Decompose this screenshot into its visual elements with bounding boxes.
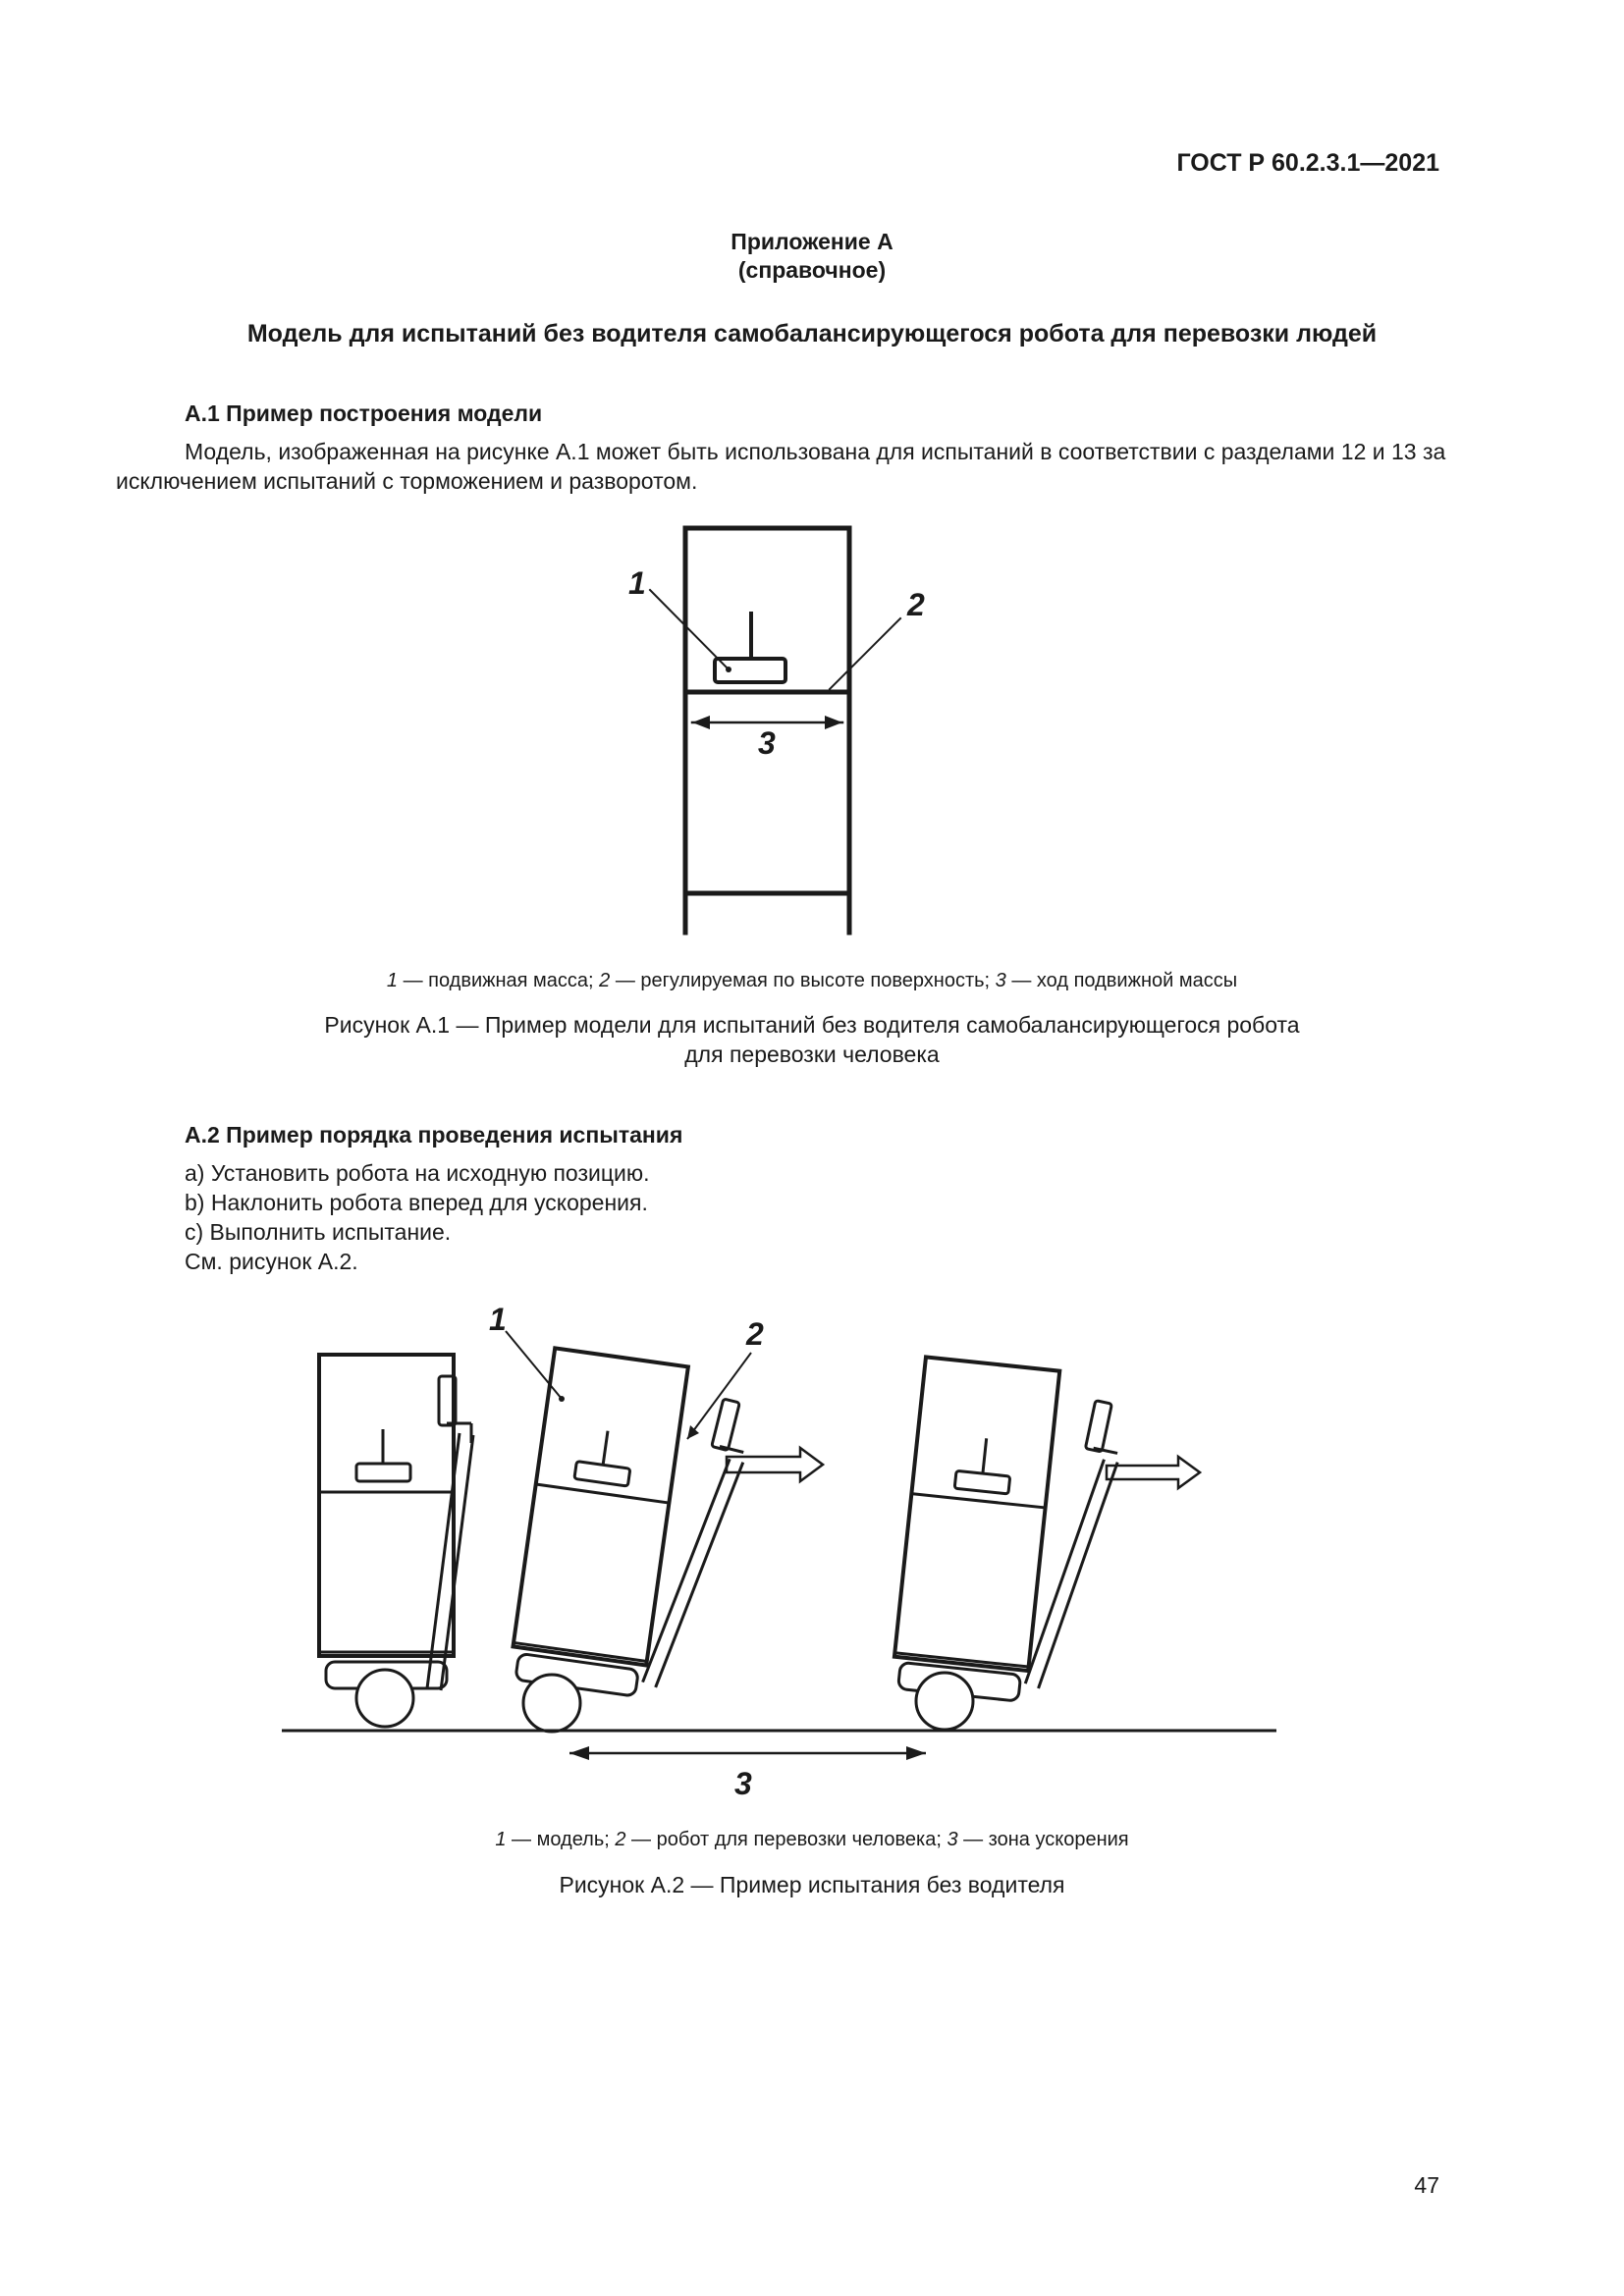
legend-num: 2 [599,970,611,991]
leader-line-2 [687,1353,751,1439]
page-number: 47 [1414,2172,1439,2198]
robot-tilted [642,1397,757,1695]
step-item: b) Наклонить робота вперед для ускорения. [185,1190,648,1215]
section-a2-heading: А.2 Пример порядка проведения испытания [185,1122,683,1148]
legend-num: 3 [947,1829,958,1850]
legend-num: 3 [995,970,1006,991]
legend-num: 2 [615,1829,626,1850]
step-item: с) Выполнить испытание. [185,1219,452,1245]
section-a1-paragraph: Модель, изображенная на рисунке А.1 может быть использована для испытаний в соответствии с разделами 12 и 13 за исключением испытаний с торможением и разворотом. [116,439,1446,494]
annex-title: Приложение А [731,229,893,254]
robot-upright [427,1376,473,1690]
step-item: См. рисунок А.2. [185,1249,358,1274]
section-a1-heading: А.1 Пример построения модели [185,400,543,426]
figure-a1-label-3: 3 [758,725,776,761]
legend-text: — робот для перевозки человека; [625,1829,947,1850]
figure-a1-caption-line2: для перевозки человека [684,1041,940,1067]
figure-a1-caption-line1: Рисунок А.1 — Пример модели для испытаний без водителя самобалансирующегося робота [324,1012,1300,1038]
legend-num: 1 [495,1829,507,1850]
figure-a2-label-2: 2 [746,1316,764,1352]
legend-text: — зона ускорения [957,1829,1129,1850]
motion-arrow [1107,1457,1200,1488]
figure-a2-legend [0,1829,1624,1851]
figure-a1-label-1: 1 [628,565,646,601]
wheel [523,1675,580,1732]
model-moving [892,1357,1060,1701]
legend-text: — подвижная масса; [398,970,600,991]
document-standard-number: ГОСТ Р 60.2.3.1—2021 [1176,149,1439,177]
annex-type: (справочное) [737,257,887,283]
wheel [916,1673,973,1730]
step-item: а) Установить робота на исходную позицию. [185,1160,650,1186]
figure-a2-caption: Рисунок А.2 — Пример испытания без водителя [559,1872,1065,1897]
model-upright [319,1355,454,1727]
figure-a2-label-1: 1 [489,1302,507,1337]
legend-text: — ход подвижной массы [1005,970,1238,991]
legend-text: — модель; [506,1829,616,1850]
legend-num: 1 [386,970,399,991]
figure-a2-label-3: 3 [734,1766,752,1801]
document-title: Модель для испытаний без водителя самобалансирующегося робота для перевозки людей [246,320,1378,347]
figure-a1-label-2: 2 [907,587,925,622]
model-tilted [509,1348,688,1697]
legend-text: — регулируемая по высоте поверхность; [610,970,996,991]
wheel [356,1670,413,1727]
